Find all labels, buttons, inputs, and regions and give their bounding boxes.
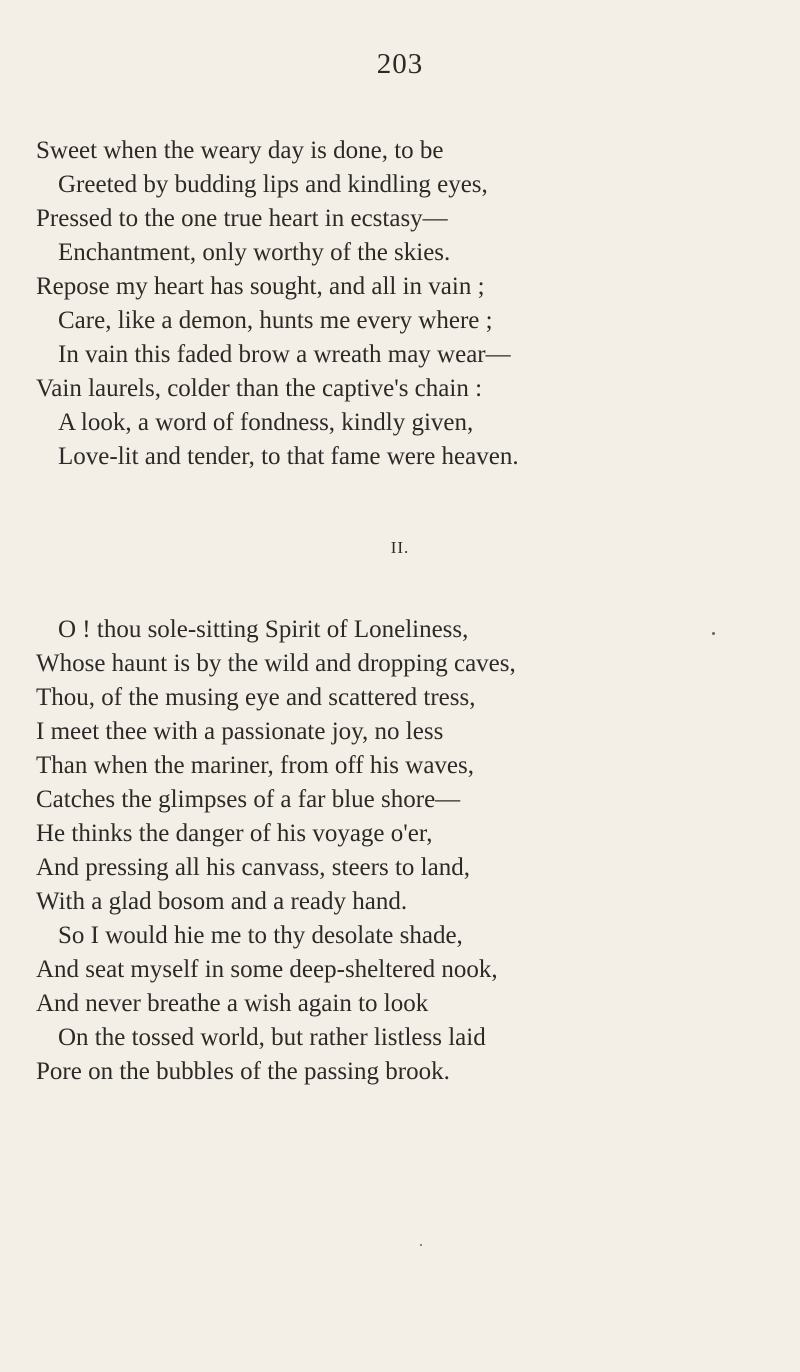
poem-line: Thou, of the musing eye and scattered tress, <box>36 684 476 711</box>
poem-line: Pore on the bubbles of the passing brook. <box>36 1058 450 1085</box>
paper-speck <box>712 632 715 635</box>
poem-line: Enchantment, only worthy of the skies. <box>58 239 451 266</box>
poem-line: So I would hie me to thy desolate shade, <box>58 922 463 949</box>
poem-line: And pressing all his canvass, steers to land, <box>36 854 470 881</box>
poem-line: Sweet when the weary day is done, to be <box>36 137 444 164</box>
poem-line: O ! thou sole-sitting Spirit of Loneliness, <box>58 616 469 643</box>
poem-line: Love-lit and tender, to that fame were heaven. <box>58 443 519 470</box>
poem-line: Repose my heart has sought, and all in vain ; <box>36 273 485 300</box>
poem-line: On the tossed world, but rather listless laid <box>58 1024 486 1051</box>
poem-line: I meet thee with a passionate joy, no less <box>36 718 444 745</box>
poem-line: He thinks the danger of his voyage o'er, <box>36 820 433 847</box>
poem-line: Care, like a demon, hunts me every where ; <box>58 307 493 334</box>
poem-line: And seat myself in some deep-sheltered nook, <box>36 956 498 983</box>
poem-line: Than when the mariner, from off his waves, <box>36 752 474 779</box>
poem-line: Pressed to the one true heart in ecstasy— <box>36 205 448 232</box>
page-number: 203 <box>376 48 424 80</box>
poem-line: A look, a word of fondness, kindly given, <box>58 409 474 436</box>
section-numeral: II. <box>390 538 410 557</box>
poem-line: With a glad bosom and a ready hand. <box>36 888 408 915</box>
poem-line: In vain this faded brow a wreath may wear— <box>58 341 511 368</box>
poem-line: Whose haunt is by the wild and dropping caves, <box>36 650 516 677</box>
poem-line: And never breathe a wish again to look <box>36 990 429 1017</box>
paper-speck <box>420 1244 422 1246</box>
poem-line: Vain laurels, colder than the captive's chain : <box>36 375 483 402</box>
poem-line: Greeted by budding lips and kindling eyes, <box>58 171 488 198</box>
poem-line: Catches the glimpses of a far blue shore— <box>36 786 461 813</box>
